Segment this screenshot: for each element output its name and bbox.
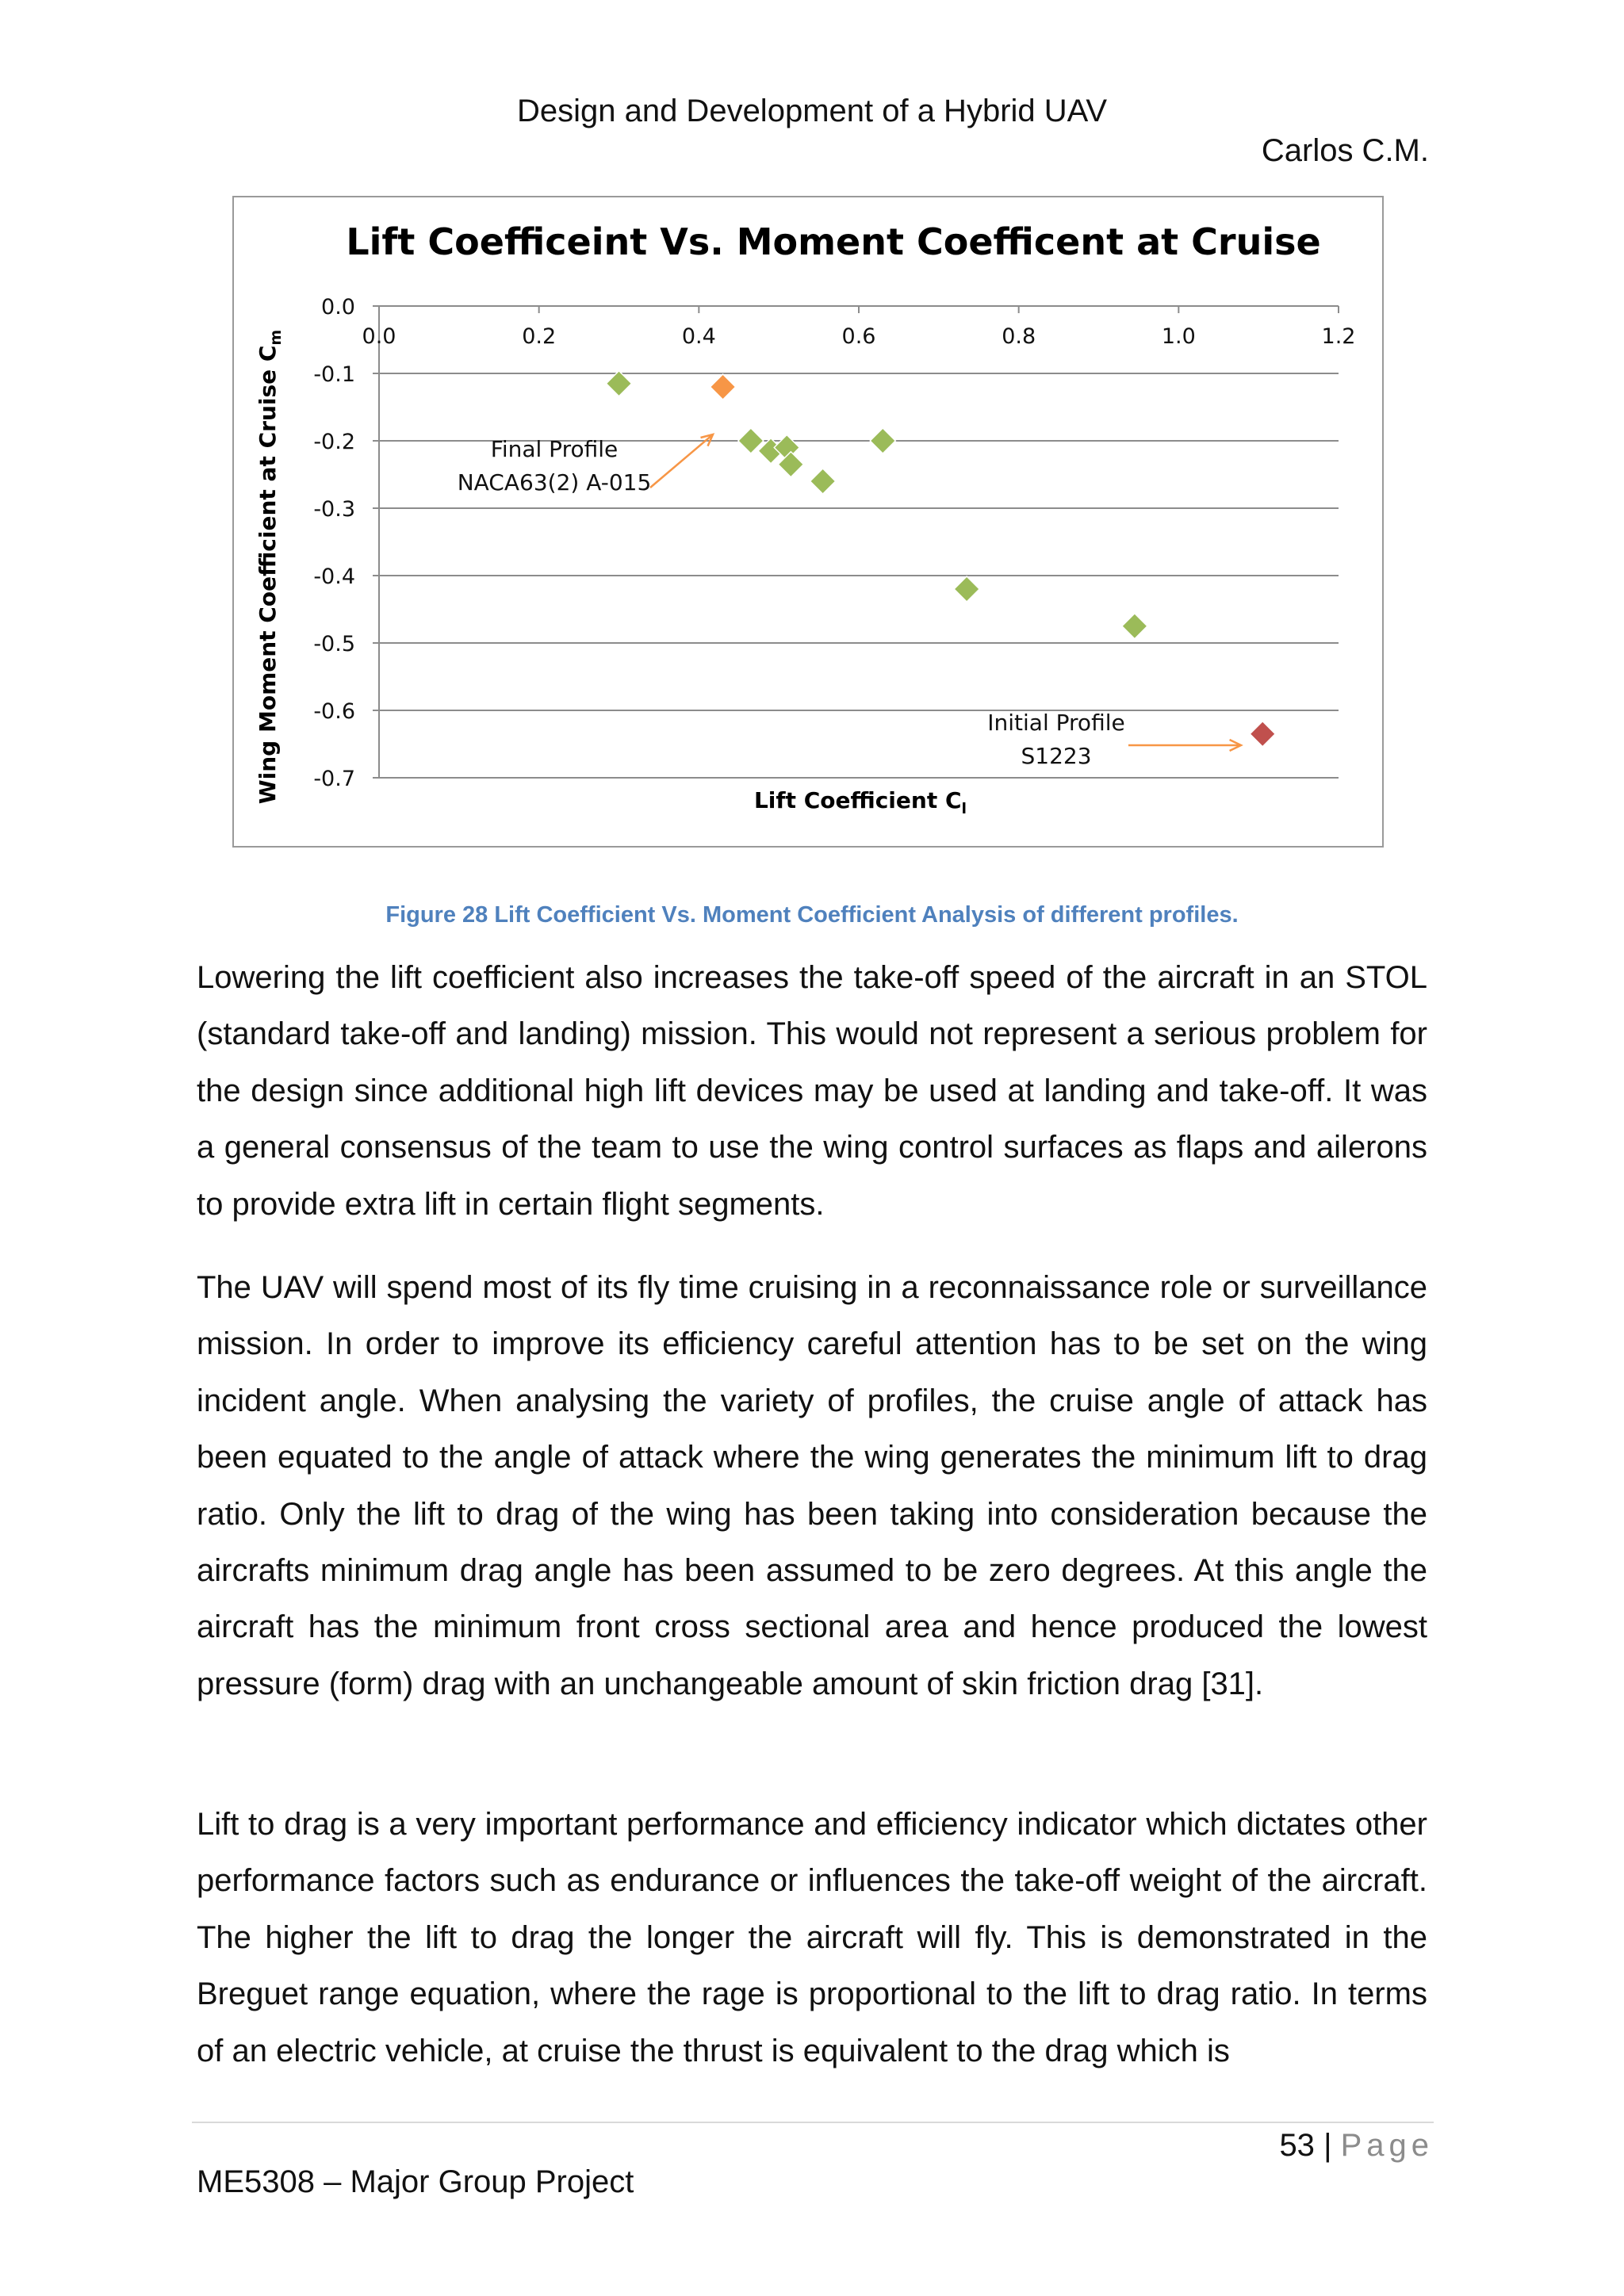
footer-course: ME5308 – Major Group Project [197, 2164, 634, 2199]
profile-point [954, 576, 979, 602]
y-tick-label: -0.3 [313, 497, 355, 522]
y-tick-label: -0.4 [313, 564, 355, 589]
scatter-chart [234, 197, 1385, 849]
x-tick-label: 0.8 [1002, 324, 1036, 349]
figure-caption: Figure 28 Lift Coefficient Vs. Moment Coefficient Analysis of different profiles. [385, 902, 1239, 928]
initial-profile-point [1250, 721, 1275, 747]
page-number-value: 53 [1279, 2128, 1315, 2163]
page-number [1279, 2128, 1434, 2164]
page-label: Page [1340, 2128, 1434, 2163]
document-title: Design and Development of a Hybrid UAV [516, 94, 1108, 128]
arrow-initial-profile [1128, 740, 1241, 751]
annotation-initial-line1: Initial Profile [987, 710, 1125, 736]
y-tick-label: -0.5 [313, 632, 355, 656]
y-tick-labels [313, 295, 355, 791]
gridlines [379, 373, 1339, 778]
x-tick-labels [362, 324, 1356, 349]
x-axis-label: Lift Coefficient $C_l$ [753, 787, 967, 817]
data-points [607, 371, 1276, 747]
final-profile-point [710, 374, 736, 400]
annotation-final-line1: Final Profile [490, 436, 619, 462]
axes [373, 306, 1339, 778]
profile-point [870, 428, 895, 453]
x-tick-label: 1.0 [1161, 324, 1196, 349]
annotation-initial-line2: S1223 [1021, 743, 1092, 769]
x-tick-label: 0.2 [522, 324, 557, 349]
profile-point [1122, 614, 1147, 639]
x-tick-label: 1.2 [1321, 324, 1356, 349]
arrow-final-profile [650, 434, 713, 488]
page-number-separator: | [1323, 2128, 1332, 2163]
paragraph-3: Lift to drag is a very important performance and efficiency indicator which dictates other performance factors such as endurance or influences the take-off weight of the aircraft. The higher the lift to drag the longer the aircraft will fly. This is demonstrated in the Breguet range equation, where the rage is proportional to the lift to drag ratio. In terms of an electric vehicle, at cruise the thrust is equivalent to the drag which is [197, 1807, 1427, 2068]
y-tick-label: -0.6 [313, 699, 355, 724]
document-author: Carlos C.M. [1261, 133, 1429, 168]
y-axis-label: Wing Moment Coefficient at Cruise $C_m$ [255, 329, 285, 805]
y-tick-label: -0.7 [313, 767, 355, 791]
profile-point [810, 469, 836, 494]
footer-divider [192, 2122, 1434, 2123]
annotation-final-line2: NACA63(2) A-015 [457, 469, 652, 496]
y-tick-label: 0.0 [321, 295, 355, 320]
chart-frame [232, 196, 1384, 848]
chart-title: Lift Coefficeint Vs. Moment Coefficent at Cruise [346, 220, 1321, 263]
arrow-final-profile-shaft [650, 434, 713, 488]
x-tick-label: 0.6 [841, 324, 876, 349]
x-tick-label: 0.0 [362, 324, 396, 349]
x-tick-label: 0.4 [681, 324, 716, 349]
annotation-arrows [650, 434, 1241, 751]
y-tick-label: -0.1 [313, 362, 355, 387]
paragraph-1: Lowering the lift coefficient also increases the take-off speed of the aircraft in an STOL (standard take-off and landing) mission. This would not represent a serious problem for the design since additional high lift devices may be used at landing and take-off. It was a general consensus of the team to use the wing control surfaces as flaps and ailerons to provide extra lift in certain flight segments. [197, 960, 1427, 1222]
profile-point [607, 371, 632, 396]
y-tick-label: -0.2 [313, 430, 355, 454]
paragraph-2: The UAV will spend most of its fly time cruising in a reconnaissance role or surveillance mission. In order to improve its efficiency careful attention has to be set on the wing incident angle. When analysing the variety of profiles, the cruise angle of attack has been equated to the angle of attack where the wing generates the minimum lift to drag ratio. Only the lift to drag of the wing has been taking into consideration because the aircrafts minimum drag angle has been assumed to be zero degrees. At this angle the aircraft has the minimum front cross sectional area and hence produced the lowest pressure (form) drag with an unchangeable amount of skin friction drag [31]. [197, 1270, 1427, 1701]
